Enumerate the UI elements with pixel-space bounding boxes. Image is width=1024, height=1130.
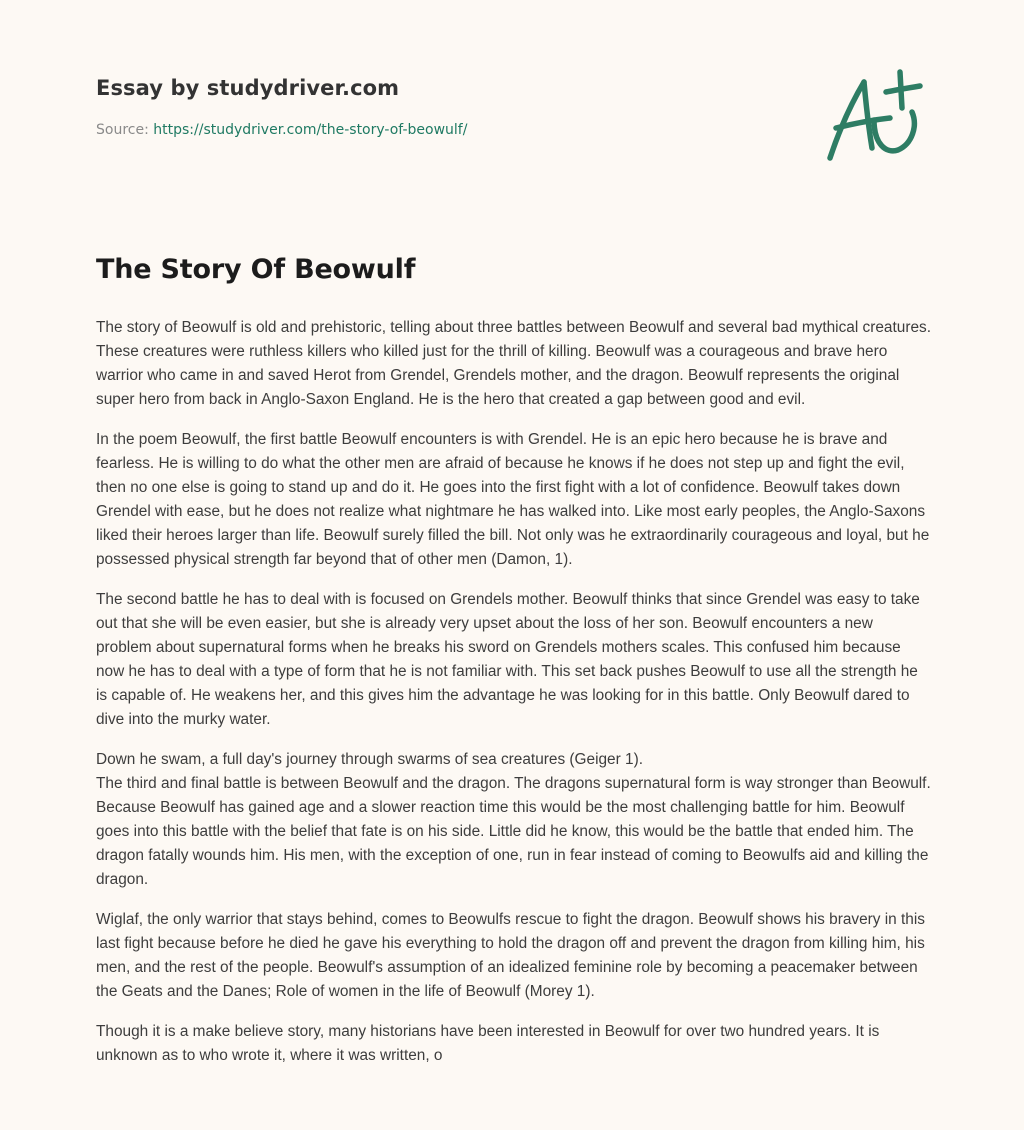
essay-paragraph-line: Down he swam, a full day's journey through swarms of sea creatures (Geiger 1). — [96, 751, 643, 768]
essay-paragraph-line: The third and final battle is between Beowulf and the dragon. The dragons supernatural form is way stronger than Beowulf. Because Beowulf has gained age and a slower reaction time this would be the most challenging battle for him. Beowulf goes into this battle with the belief that fate is on his side. Little did he know, this would be the battle that ended him. The dragon fatally wounds him. His men, with the exception of one, run in fear instead of coming to Beowulfs aid and killing the dragon. — [96, 775, 931, 888]
essay-paragraph: In the poem Beowulf, the first battle Beowulf encounters is with Grendel. He is an epic hero because he is brave and fearless. He is willing to do what the other men are afraid of because he knows if he does not step up and fight the evil, then no one else is going to stand up and do it. He goes into the first fight with a lot of confidence. Beowulf takes down Grendel with ease, but he does not realize what nightmare he has walked into. Like most early peoples, the Anglo-Saxons liked their heroes larger than life. Beowulf surely filled the bill. Not only was he extraordinarily courageous and loyal, but he possessed physical strength far beyond that of other men (Damon, 1). — [96, 431, 930, 568]
essay-body — [96, 316, 932, 1084]
essay-paragraph — [96, 748, 932, 892]
essay-paragraph: The second battle he has to deal with is focused on Grendels mother. Beowulf thinks that since Grendel was easy to take out that she will be even easier, but she is already very upset about the loss of her son. Beowulf encounters a new problem about supernatural forms when he breaks his sword on Grendels mothers scales. This confused him because now he has to deal with a type of form that he is not familiar with. This set back pushes Beowulf to use all the strength he is capable of. He weakens her, and this gives him the advantage he was looking for in this battle. Only Beowulf dared to dive into the murky water. — [96, 591, 920, 728]
site-title: Essay by studydriver.com — [96, 76, 400, 100]
source-link[interactable]: https://studydriver.com/the-story-of-beowulf/ — [153, 122, 468, 138]
essay-header — [96, 76, 936, 138]
essay-paragraph: Though it is a make believe story, many historians have been interested in Beowulf for over two hundred years. It is unknown as to who wrote it, where it was written, o — [96, 1023, 880, 1064]
essay-title: The Story Of Beowulf — [96, 254, 416, 285]
source-label: Source: — [96, 122, 154, 138]
a-plus-grade-icon — [820, 64, 930, 168]
essay-paragraph: Wiglaf, the only warrior that stays behind, comes to Beowulfs rescue to fight the dragon. Beowulf shows his bravery in this last fight because before he died he gave his everything to hold the dragon off and prevent the dragon from killing him, his men, and the rest of the people. Beowulf's assumption of an idealized feminine role by becoming a peacemaker between the Geats and the Danes; Role of women in the life of Beowulf (Morey 1). — [96, 911, 925, 1000]
essay-paragraph: The story of Beowulf is old and prehistoric, telling about three battles between Beowulf and several bad mythical creatures. These creatures were ruthless killers who killed just for the thrill of killing. Beowulf was a courageous and brave hero warrior who came in and saved Herot from Grendel, Grendels mother, and the dragon. Beowulf represents the original super hero from back in Anglo-Saxon England. He is the hero that created a gap between good and evil. — [96, 319, 931, 408]
source-line — [96, 122, 936, 138]
